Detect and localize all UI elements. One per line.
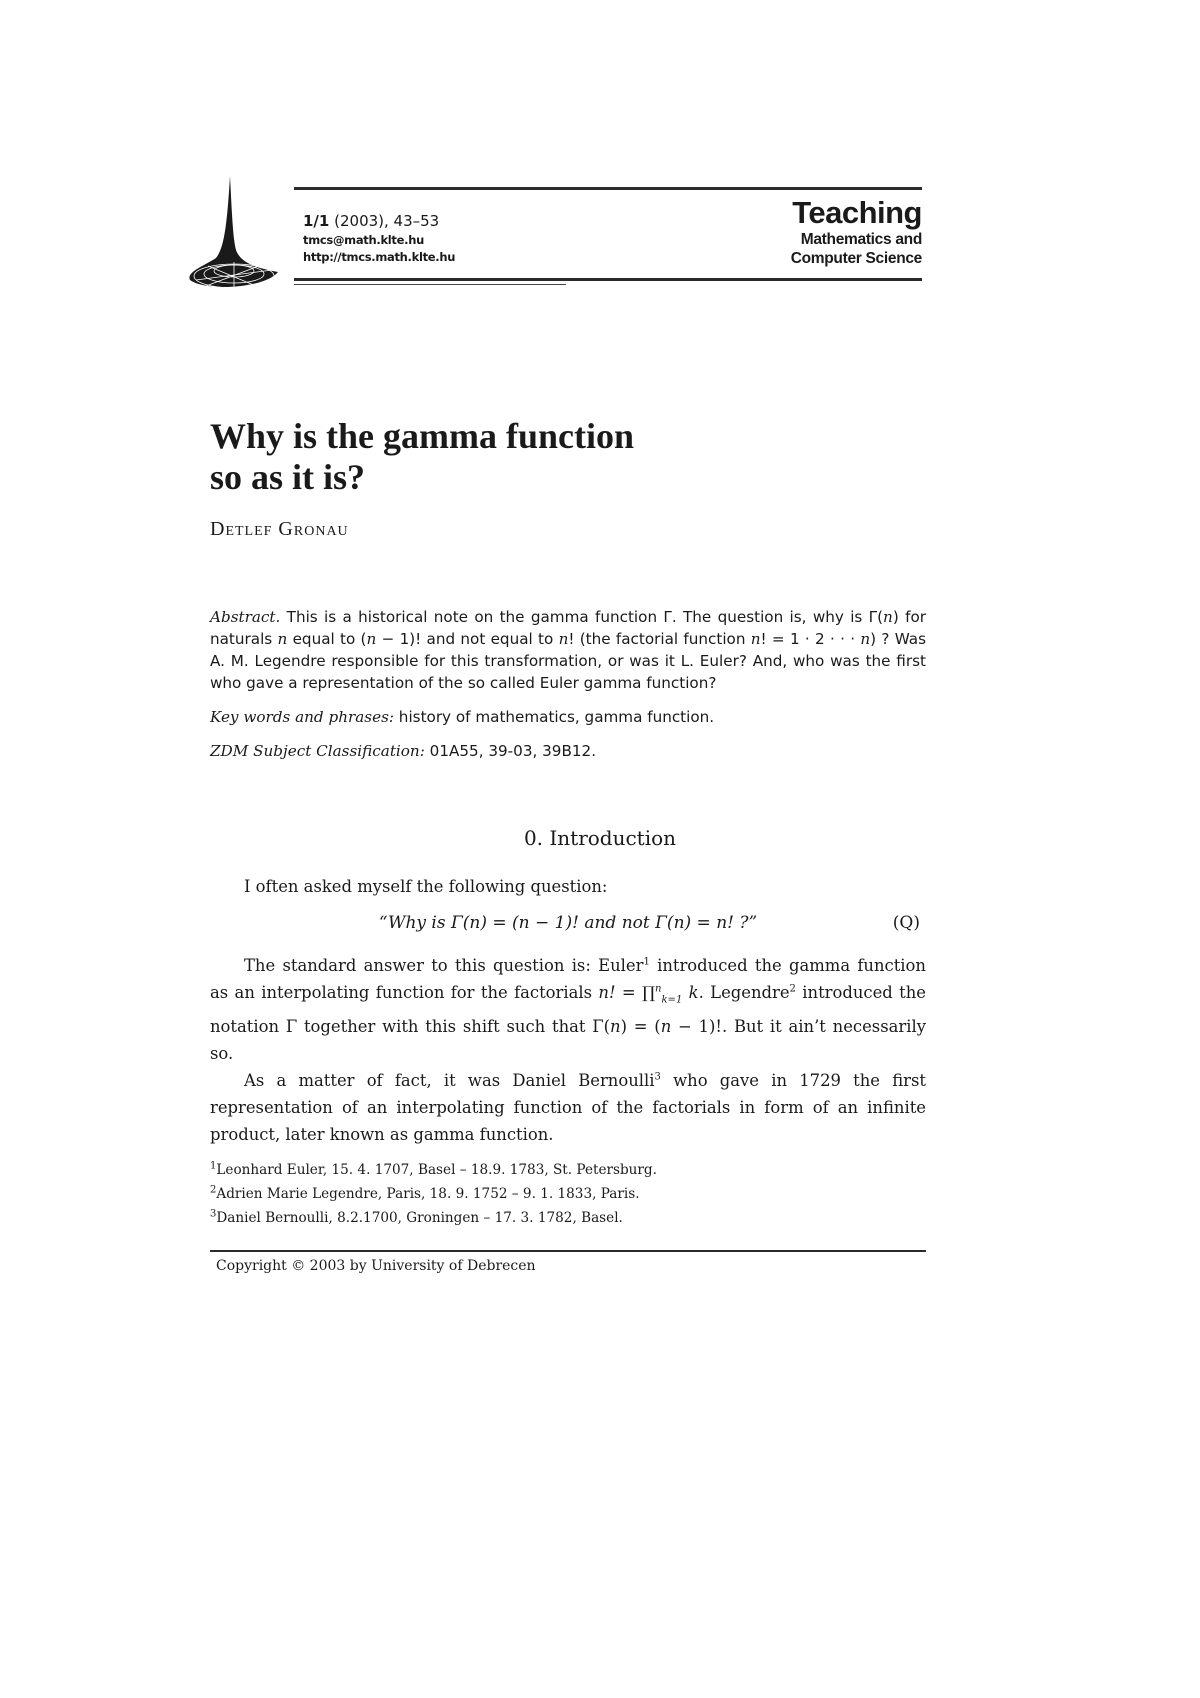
section-heading: 0. Introduction: [523, 826, 677, 850]
math-var: n: [883, 608, 893, 626]
footnote-mark: 2: [210, 1184, 217, 1196]
copyright-notice: Copyright © 2003 by University of Debrecen: [216, 1258, 536, 1274]
footnote-text: Leonhard Euler, 15. 4. 1707, Basel – 18.9. 1783, St. Petersburg.: [216, 1162, 657, 1178]
footnote-mark: 1: [210, 1160, 217, 1172]
product-lower-limit: k=1: [661, 994, 683, 1006]
math-var: n: [660, 1017, 672, 1037]
math-var: n: [610, 1017, 621, 1037]
math-var: n: [366, 630, 377, 648]
footer-rule: [210, 1250, 926, 1252]
volume-number: 1/1: [303, 212, 330, 230]
zdm-value: 01A55, 39-03, 39B12.: [424, 742, 597, 760]
abstract-text: − 1)! and not equal to: [376, 630, 559, 648]
abstract-text: equal to (: [287, 630, 367, 648]
body-text-run: introduced the gamma function as an interpolating function for the factorials: [210, 956, 926, 1002]
footnote-1: [210, 1158, 657, 1182]
abstract-paragraph: [210, 606, 926, 694]
abstract-text: ! = 1 · 2 · · ·: [760, 630, 861, 648]
intro-line-block: [210, 873, 926, 900]
math-var: n: [558, 630, 569, 648]
paragraph-1: [210, 952, 926, 1067]
journal-brand: [791, 196, 922, 268]
abstract-text: ! (the factorial function: [568, 630, 751, 648]
body-text-run: As a matter of fact, it was Daniel Bernoulli: [244, 1071, 655, 1091]
year-pages: (2003), 43–53: [329, 212, 440, 230]
math-var: n: [277, 630, 288, 648]
product-formula: [598, 983, 699, 1006]
math-var: n: [750, 630, 761, 648]
intro-line: I often asked myself the following question:: [244, 877, 608, 896]
header-rule-top: [294, 187, 922, 190]
abstract-text: Was A. M. Legendre responsible for this transformation, or was it L. Euler? And, who was the first who gave a representation of the so called Euler gamma function?: [210, 630, 926, 692]
keywords-value: history of mathematics, gamma function.: [393, 708, 715, 726]
body-text: [210, 952, 926, 1148]
body-text-run: The standard answer to this question is: Euler: [244, 956, 644, 975]
journal-brand-title: Teaching: [792, 195, 922, 230]
paper-title: [210, 416, 634, 498]
header-rule-bottom-thin: [294, 284, 566, 285]
footnote-mark: 3: [210, 1208, 217, 1220]
keywords-label: Key words and phrases:: [210, 708, 394, 726]
journal-brand-subtitle-2: Computer Science: [790, 250, 922, 267]
journal-logo-icon: [186, 176, 282, 294]
abstract-text: ) ?: [870, 630, 890, 648]
abstract-block: [210, 606, 926, 774]
journal-email-link[interactable]: tmcs@math.klte.hu: [303, 233, 424, 247]
body-text-run: who gave in 1729 the first representation of an interpolating function of the factorials in form of an infinite product, later known as gamma function.: [210, 1071, 926, 1145]
body-text-run: introduced the notation Γ together with this shift such that Γ(: [210, 983, 926, 1037]
zdm-label: ZDM Subject Classification:: [210, 742, 425, 760]
body-text-run: ) = (: [620, 1017, 661, 1037]
abstract-text: ): [892, 608, 899, 626]
display-equation-text: “Why is Γ(n) = (n − 1)! and not Γ(n) = n! ?”: [378, 913, 758, 933]
keywords-line: [210, 706, 926, 728]
product-symbol: n! = ∏: [598, 983, 656, 1002]
paper-title-line-1: Why is the gamma function: [210, 416, 635, 456]
header-rule-bottom: [294, 278, 922, 281]
abstract-label: Abstract.: [210, 608, 281, 626]
abstract-text: This is a historical note on the gamma function Γ. The question is, why is Γ(: [280, 608, 884, 626]
volume-info: [303, 210, 455, 232]
journal-url-link[interactable]: http://tmcs.math.klte.hu: [303, 250, 456, 264]
journal-citation-block: [303, 210, 455, 266]
display-equation: [210, 913, 926, 939]
paper-title-line-2: so as it is?: [210, 457, 366, 497]
journal-brand-subtitle-1: Mathematics and: [800, 231, 922, 248]
footnote-3: [210, 1206, 657, 1230]
body-text-run: . Legendre: [698, 983, 790, 1002]
product-upper-limit: n: [655, 983, 662, 995]
body-text-run: − 1)!. But it ain’t necessarily so.: [210, 1017, 926, 1064]
footnote-ref-3[interactable]: 3: [654, 1071, 661, 1083]
footnotes: [210, 1158, 657, 1230]
footnote-text: Daniel Bernoulli, 8.2.1700, Groningen – 17. 3. 1782, Basel.: [216, 1210, 623, 1226]
abstract-text: for naturals: [210, 608, 927, 648]
paper-author: Detlef Gronau: [210, 518, 349, 540]
math-var: n: [860, 630, 871, 648]
footnote-ref-2[interactable]: 2: [789, 983, 796, 995]
product-term: k: [682, 983, 699, 1002]
paragraph-2: [210, 1067, 926, 1148]
zdm-line: [210, 740, 926, 762]
footnote-2: [210, 1182, 657, 1206]
equation-tag: (Q): [892, 913, 920, 933]
footnote-text: Adrien Marie Legendre, Paris, 18. 9. 1752 – 9. 1. 1833, Paris.: [216, 1186, 640, 1202]
footnote-ref-1[interactable]: 1: [643, 956, 650, 968]
